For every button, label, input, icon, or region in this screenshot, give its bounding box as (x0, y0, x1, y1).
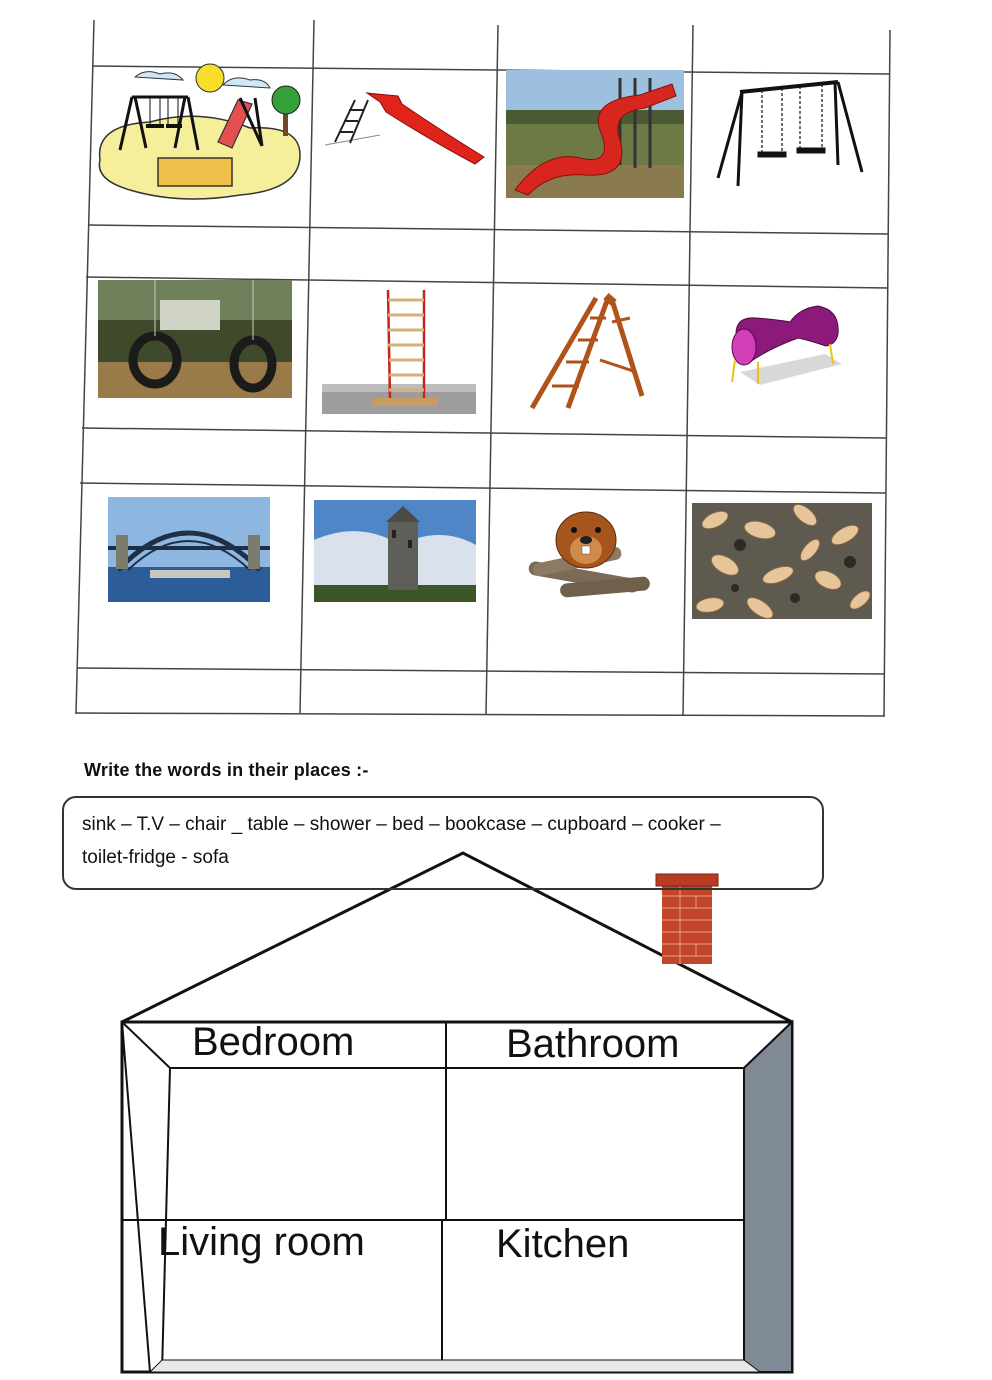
instruction-heading: Write the words in their places :- (84, 760, 369, 780)
step-ladder-icon (532, 296, 642, 408)
rope-ladder-icon (322, 290, 476, 414)
arch-bridge-photo (108, 497, 270, 602)
play-tunnel-icon (732, 306, 842, 385)
stone-tower-photo (314, 500, 476, 602)
tyre-swings-photo (98, 280, 292, 398)
word-bank-line-2: toilet-fridge - sofa (82, 847, 229, 868)
playground-icon (99, 64, 300, 199)
beaver-icon (528, 512, 651, 598)
room-label-kitchen: Kitchen (496, 1222, 630, 1266)
room-label-bedroom: Bedroom (192, 1020, 355, 1064)
word-bank-line-1: sink – T.V – chair _ table – shower – bed – bookcase – cupboard – cooker – (82, 814, 721, 835)
swing-icon (718, 82, 862, 186)
word-bank-box (62, 796, 824, 890)
termites-photo (692, 501, 873, 623)
tube-slide-photo (506, 70, 684, 198)
room-label-bathroom: Bathroom (506, 1022, 680, 1066)
house-drawing (0, 840, 992, 1380)
slide-icon (325, 93, 484, 164)
room-label-living-room: Living room (158, 1220, 365, 1264)
